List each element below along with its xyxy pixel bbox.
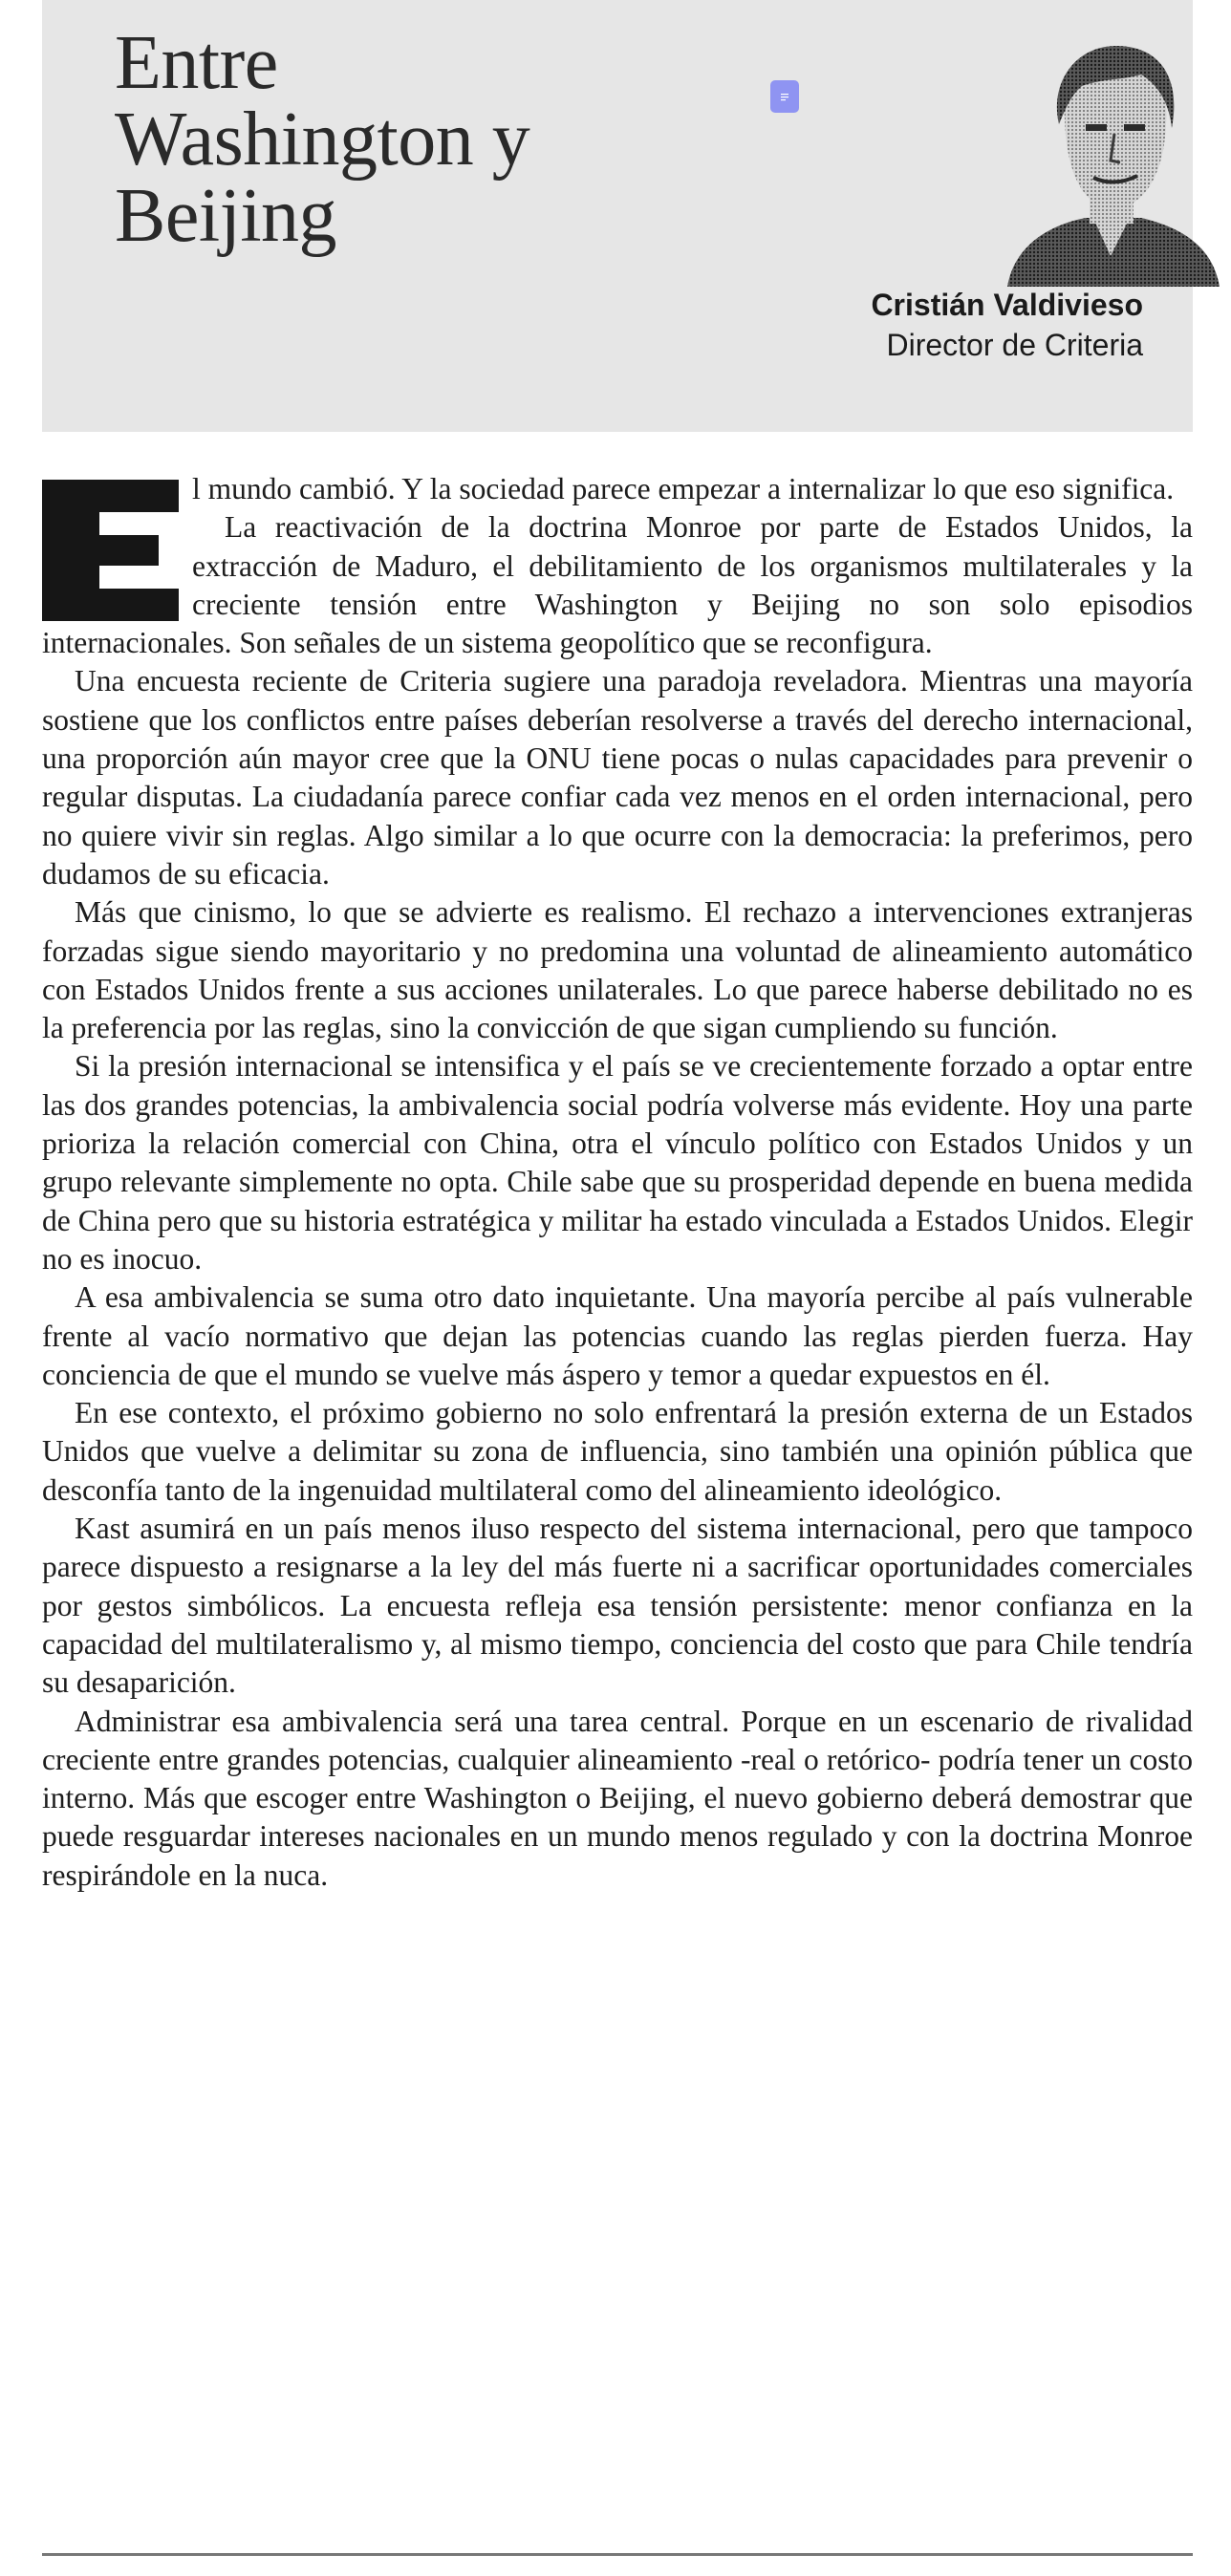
paragraph: Administrar esa ambivalencia será una tarea central. Porque en un escenario de rivalidad creciente entre grandes potencias, cualquier alineamiento -real o retórico- podría tener un costo interno. Más que escoger entre Washington o Beijing, el nuevo gobierno deberá demostrar que puede resguardar intereses nacionales en un mundo menos regulado y con la doctrina Monroe respirándole en la nuca. — [42, 1704, 1193, 1892]
drop-cap — [42, 480, 179, 621]
paragraph: Más que cinismo, lo que se advierte es realismo. El rechazo a intervenciones extranjeras forzadas sigue siendo mayoritario y no predomina una voluntad de alineamiento automático con Estados Unidos frente a sus acciones unilaterales. Lo que parece haberse debilitado no es la preferencia por las reglas, sino la convicción de que sigan cumpliendo su función. — [42, 895, 1193, 1045]
drop-cap-letter — [42, 480, 179, 621]
paragraph: Si la presión internacional se intensifica y el país se ve crecientemente forzado a optar entre las dos grandes potencias, la ambivalencia social podría volverse más evidente. Hoy una parte prioriza la relación comercial con China, otra el vínculo político con Estados Unidos y un grupo relevante simplemente no opta. Chile sabe que su prosperidad depende en buena medida de China pero que su historia estratégica y militar ha estado vinculada a Estados Unidos. Elegir no es inocuo. — [42, 1049, 1193, 1276]
author-role: Director de Criteria — [886, 328, 1143, 362]
author-name: Cristián Valdivieso — [871, 288, 1143, 322]
paragraph: A esa ambivalencia se suma otro dato inquietante. Una mayoría percibe al país vulnerable frente al vacío normativo que dejan las potencias cuando las reglas pierden fuerza. Hay conciencia de que el mundo se vuelve más áspero y temor a quedar expuestos en él. — [42, 1280, 1193, 1391]
article-body — [42, 470, 1193, 1895]
paragraph: En ese contexto, el próximo gobierno no solo enfrentará la presión externa de un Estados Unidos que vuelve a delimitar su zona de influencia, sino también una opinión pública que desconfía tanto de la ingenuidad multilateral como del alineamiento ideológico. — [42, 1396, 1193, 1507]
paragraph: La reactivación de la doctrina Monroe por parte de Estados Unidos, la extracción de Maduro, el debilitamiento de los organismos multilaterales y la creciente tensión entre Washington y Beijing no son solo episodios internacionales. Son señales de un sistema geopolítico que se reconfigura. — [42, 510, 1193, 660]
note-icon[interactable] — [770, 80, 799, 113]
headline-line-1: Entre — [115, 21, 278, 105]
paragraph: Kast asumirá en un país menos iluso respecto del sistema internacional, pero que tampoco parece dispuesto a resignarse a la ley del más fuerte ni a sacrificar oportunidades comerciales por gestos simbólicos. La encuesta refleja esa tensión persistente: menor confianza en la capacidad del multilateralismo y, al mismo tiempo, conciencia del costo que para Chile tendría su desaparición. — [42, 1512, 1193, 1700]
note-lines-icon — [778, 90, 791, 103]
headline-line-3: Beijing — [115, 174, 337, 258]
headline — [115, 21, 707, 258]
drop-cap-text — [42, 480, 43, 481]
paragraph: Una encuesta reciente de Criteria sugiere una paradoja reveladora. Mientras una mayoría sostiene que los conflictos entre países deberían resolverse a través del derecho internacional, una proporción aún mayor cree que la ONU tiene pocas o nulas capacidades para prevenir o regular disputas. La ciudadanía parece confiar cada vez menos en el orden internacional, pero no quiere vivir sin reglas. Algo similar a lo que ocurre con la democracia: la preferimos, pero dudamos de su eficacia. — [42, 664, 1193, 891]
paragraph — [42, 470, 1193, 508]
headline-line-2: Washington y — [115, 97, 530, 182]
bottom-divider — [42, 2553, 1193, 2556]
author-portrait — [998, 36, 1223, 287]
paragraph-text: l mundo cambió. Y la sociedad parece empezar a internalizar lo que eso significa. — [192, 472, 1175, 505]
article-header — [42, 0, 1193, 432]
